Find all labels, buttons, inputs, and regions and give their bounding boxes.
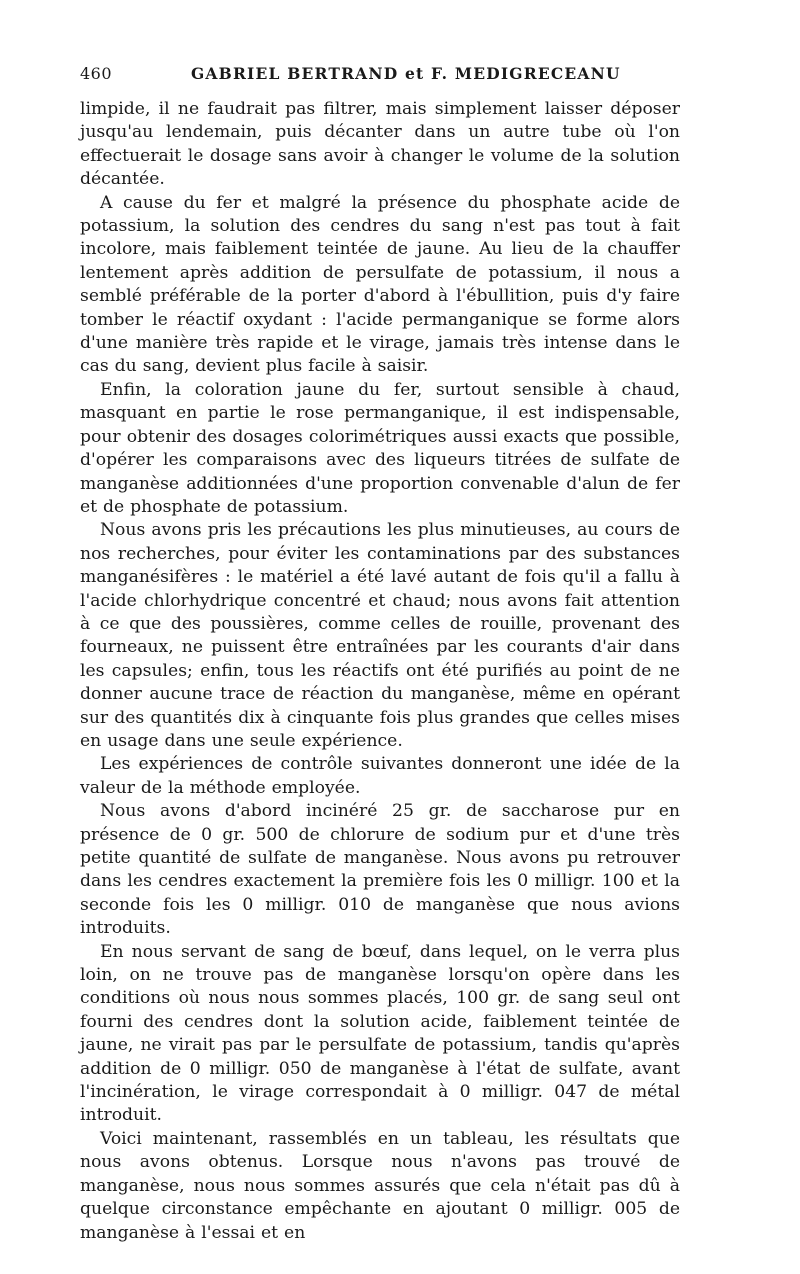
page-header [80, 64, 680, 86]
paragraph: limpide, il ne faudrait pas filtrer, mais simplement laisser déposer jusqu'au lendemain, puis décanter dans un autre tube où l'on effectuerait le dosage sans avoir à changer le volume de la solution décantée. [80, 99, 680, 190]
paragraph: A cause du fer et malgré la présence du phosphate acide de potassium, la solution des cendres du sang n'est pas tout à fait incolore, mais faiblement teintée de jaune. Au lieu de la chauffer lentement après addition de persulfate de potassium, il nous a semblé préférable de la porter d'abord à l'ébullition, puis d'y faire tomber le réactif oxydant : l'acide permanganique se forme alors d'une manière très rapide et le virage, jamais très intense dans le cas du sang, devient plus facile à saisir. [80, 192, 680, 377]
paragraph: Enfin, la coloration jaune du fer, surtout sensible à chaud, masquant en partie le rose permanganique, il est indispensable, pour obtenir des dosages colorimétriques aussi exacts que possible, d'opérer les comparaisons avec des liqueurs titrées de sulfate de manganèse additionnées d'une proportion convenable d'alun de fer et de phosphate de potassium. [80, 379, 680, 517]
paragraph: Nous avons pris les précautions les plus minutieuses, au cours de nos recherches, pour éviter les contaminations par des substances manganésifères : le matériel a été lavé autant de fois qu'il a fallu à l'acide chlorhydrique concentré et chaud; nous avons fait attention à ce que des poussières, comme celles de rouille, provenant des fourneaux, ne puissent être entraînées par les courants d'air dans les capsules; enfin, tous les réactifs ont été purifiés au point de ne donner aucune trace de réaction du manganèse, même en opérant sur des quantités dix à cinquante fois plus grandes que celles mises en usage dans une seule expérience. [80, 520, 680, 751]
body-text [80, 98, 680, 1245]
running-head-authors: GABRIEL BERTRAND et F. MEDIGRECEANU [191, 64, 621, 83]
paragraph: Les expériences de contrôle suivantes donneront une idée de la valeur de la méthode employée. [80, 754, 680, 798]
page-number: 460 [80, 64, 113, 83]
paragraph: Voici maintenant, rassemblés en un tableau, les résultats que nous avons obtenus. Lorsque nous n'avons pas trouvé de manganèse, nous nous sommes assurés que cela n'était pas dû à quelque circonstance empêchante en ajoutant 0 milligr. 005 de manganèse à l'essai et en [80, 1128, 680, 1243]
paragraph: En nous servant de sang de bœuf, dans lequel, on le verra plus loin, on ne trouve pas de manganèse lorsqu'on opère dans les conditions où nous nous sommes placés, 100 gr. de sang seul ont fourni des cendres dont la solution acide, faiblement teintée de jaune, ne virait pas par le persulfate de potassium, tandis qu'après addition de 0 milligr. 050 de manganèse à l'état de sulfate, avant l'incinération, le virage correspondait à 0 milligr. 047 de métal introduit. [80, 941, 680, 1126]
paragraph: Nous avons d'abord incinéré 25 gr. de saccharose pur en présence de 0 gr. 500 de chlorure de sodium pur et d'une très petite quantité de sulfate de manganèse. Nous avons pu retrouver dans les cendres exactement la première fois les 0 milligr. 100 et la seconde fois les 0 milligr. 010 de manganèse que nous avions introduits. [80, 801, 680, 939]
